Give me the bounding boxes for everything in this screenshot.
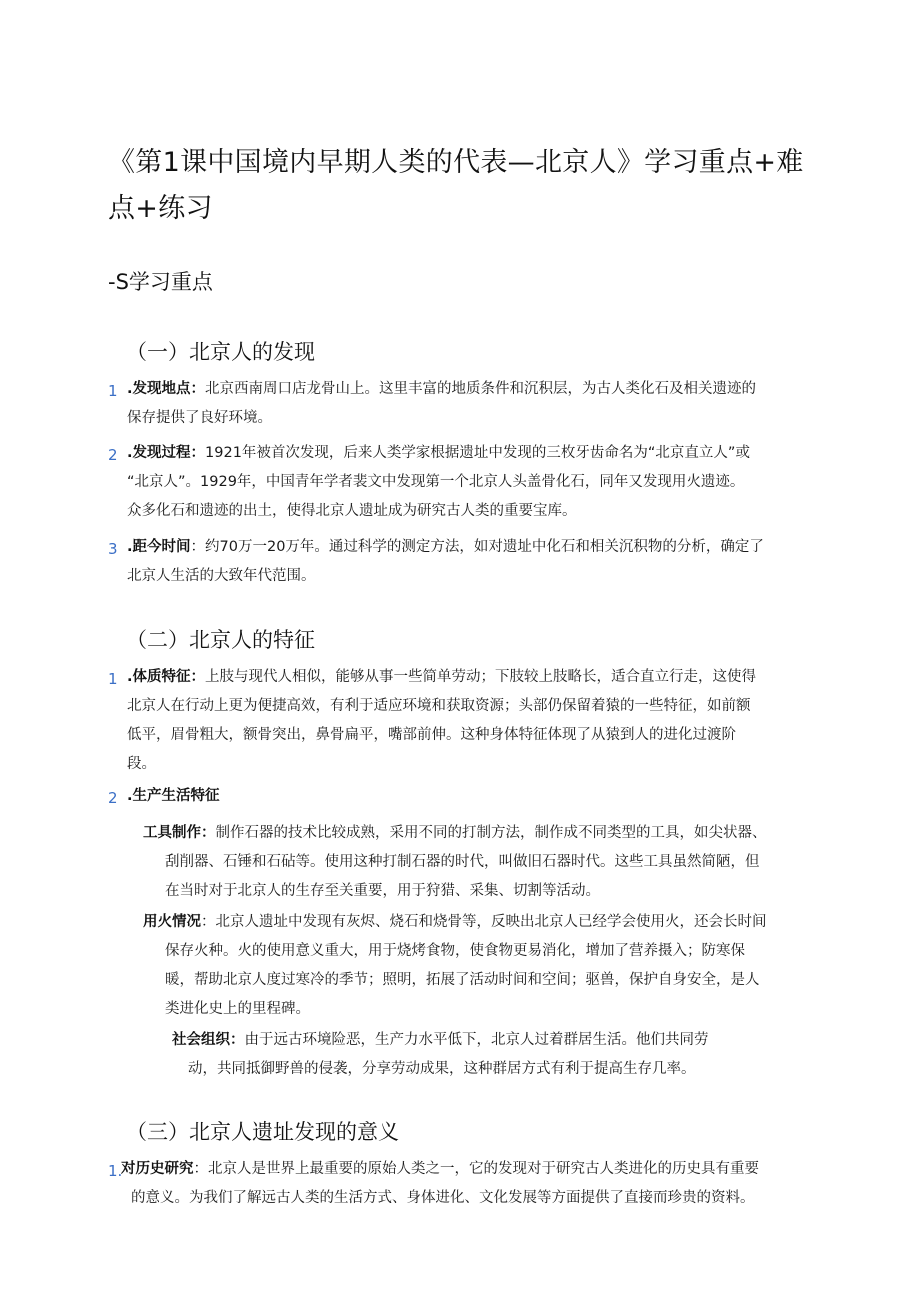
item-label: .发现过程： [127, 445, 206, 461]
item-text: ：北京人是世界上最重要的原始人类之一，它的发现对于研究古人类进化的历史具有重要 [193, 1161, 759, 1177]
item-text: 北京人生活的大致年代范围。 [127, 568, 316, 584]
item-number: 1. [108, 1162, 123, 1180]
subitem-text: 动，共同抵御野兽的侵袭，分享劳动成果，这种群居方式有利于提高生存几率。 [188, 1061, 696, 1077]
section-heading-significance: （三）北京人遗址发现的意义 [126, 1120, 399, 1144]
item-number: 2 [108, 446, 118, 464]
item-text: 1921年被首次发现，后来人类学家根据遗址中发现的三枚牙齿命名为“北京直立人”或 [205, 445, 750, 461]
section-heading-discovery: （一）北京人的发现 [126, 340, 315, 364]
item-text: 北京西南周口店龙骨山上。这里丰富的地质条件和沉积层，为古人类化石及相关遗迹的 [205, 381, 757, 397]
title-line-1: 《第1课中国境内早期人类的代表—北京人》学习重点+难 [108, 147, 804, 178]
item-label: .距今时间 [127, 539, 191, 555]
item-label: .生产生活特征 [127, 788, 220, 804]
item-text: 众多化石和遗迹的出土，使得北京人遗址成为研究古人类的重要宝库。 [127, 503, 577, 519]
subitem-text: ：北京人遗址中发现有灰烬、烧石和烧骨等，反映出北京人已经学会使用火，还会长时间 [201, 914, 767, 930]
document-title [108, 140, 808, 232]
item-text: 低平，眉骨粗大，额骨突出，鼻骨扁平，嘴部前伸。这种身体特征体现了从猿到人的进化过渡阶 [127, 727, 736, 743]
subitem-tool-making [143, 819, 767, 906]
item-production-life [127, 782, 220, 811]
item-text: 保存提供了良好环境。 [127, 410, 272, 426]
subitem-text: 保存火种。火的使用意义重大，用于烧烤食物，使食物更易消化，增加了营养摄入；防寒保 [165, 943, 745, 959]
item-discovery-location [127, 375, 756, 433]
item-text: 北京人在行动上更为便捷高效，有利于适应环境和获取资源；头部仍保留着猿的一些特征，如前额 [127, 698, 751, 714]
item-number: 1 [108, 382, 118, 400]
subitem-text: 由于远古环境险恶，生产力水平低下，北京人过着群居生活。他们共同劳 [244, 1032, 709, 1048]
subitem-label: 用火情况 [143, 914, 201, 930]
item-physical-features [127, 663, 756, 779]
item-text: 的意义。为我们了解远古人类的生活方式、身体进化、文化发展等方面提供了直接而珍贵的资料。 [131, 1190, 755, 1206]
item-text: 上肢与现代人相似，能够从事一些简单劳动；下肢较上肢略长，适合直立行走，这使得 [205, 669, 757, 685]
item-time-period [127, 533, 764, 591]
subitem-text: 类进化史上的里程碑。 [165, 1001, 310, 1017]
title-line-2: 点+练习 [108, 193, 213, 224]
item-historical-research [121, 1155, 759, 1213]
subitem-text: 刮削器、石锤和石砧等。使用这种打制石器的时代，叫做旧石器时代。这些工具虽然简陋，但 [165, 854, 760, 870]
item-text: 段。 [127, 756, 156, 772]
item-number: 3 [108, 540, 118, 558]
heading-study-focus: -S学习重点 [108, 270, 213, 294]
item-number: 1 [108, 670, 118, 688]
item-text: ：约70万一20万年。通过科学的测定方法，如对遗址中化石和相关沉积物的分析，确定了 [190, 539, 764, 555]
subitem-text: 制作石器的技术比较成熟，采用不同的打制方法，制作成不同类型的工具，如尖状器、 [215, 825, 767, 841]
subitem-social-organization [172, 1026, 709, 1084]
item-label: .体质特征： [127, 669, 206, 685]
subitem-text: 在当时对于北京人的生存至关重要，用于狩猎、采集、切割等活动。 [165, 883, 600, 899]
item-discovery-process [127, 439, 750, 526]
subitem-fire-use [143, 908, 767, 1024]
section-heading-features: （二）北京人的特征 [126, 628, 315, 652]
item-text: “北京人”。1929年，中国青年学者裴文中发现第一个北京人头盖骨化石，同年又发现用火遗迹。 [127, 474, 745, 490]
subitem-text: 暖，帮助北京人度过寒冷的季节；照明，拓展了活动时间和空间；驱兽，保护自身安全，是人 [165, 972, 760, 988]
item-label: .发现地点： [127, 381, 206, 397]
subitem-label: 工具制作： [143, 825, 216, 841]
item-label: 对历史研究 [121, 1161, 194, 1177]
subitem-label: 社会组织： [172, 1032, 245, 1048]
item-number: 2 [108, 789, 118, 807]
